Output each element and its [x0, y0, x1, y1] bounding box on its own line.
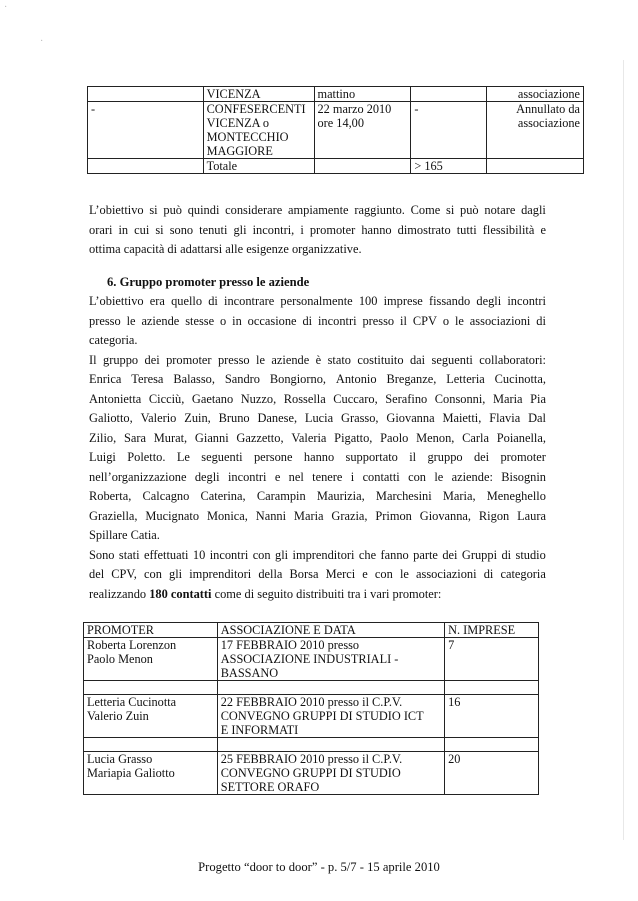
cell-line: E INFORMATI — [220, 723, 299, 737]
paragraph-objective-result — [89, 201, 546, 260]
table-header-row — [84, 623, 539, 638]
table-row — [88, 87, 584, 102]
text-line: Antonietta Cicciù, Gaetano Nuzzo, Rossella Cuccaro, Serafino Consonni, Maria Pia — [89, 391, 546, 406]
page-footer: Progetto “door to door” - p. 5/7 - 15 aprile 2010 — [198, 860, 440, 874]
text-line: del CPV, con gli imprenditori della Borsa Merci e con le associazioni di categoria — [89, 567, 546, 581]
table-cell — [411, 87, 487, 102]
cell-line: BASSANO — [220, 666, 279, 680]
text-line-contacts: realizzando 180 contatti come di seguito distribuiti tra i vari promoter: — [89, 586, 442, 601]
cell-line: MONTECCHIO — [206, 130, 289, 144]
cell-line: ASSOCIAZIONE INDUSTRIALI - — [220, 652, 399, 666]
imprese-cell: 7 — [445, 638, 539, 681]
cell-line: Letteria Cucinotta — [87, 695, 177, 709]
header-association-date: ASSOCIAZIONE E DATA — [217, 623, 444, 638]
paragraph-promoter-group — [89, 292, 546, 604]
table-cell: associazione — [487, 87, 584, 102]
cell-line: SETTORE ORAFO — [220, 780, 320, 794]
cell-line: VICENZA o — [206, 116, 270, 130]
cell-line: 17 FEBBRAIO 2010 presso — [220, 638, 360, 652]
promoter-cell — [84, 752, 218, 795]
promoter-cell — [84, 695, 218, 738]
text-line: Il gruppo dei promoter presso le aziende è stato costituito dai seguenti collaboratori: — [89, 352, 546, 367]
table-row — [84, 638, 539, 681]
text-line: categoria. — [89, 333, 138, 347]
text-line: Luigi Poletto. Le seguenti persone hanno supportato il gruppo dei promoter — [89, 450, 546, 464]
cell-line: CONFESERCENTI — [206, 102, 306, 116]
table-row — [88, 102, 584, 159]
table-cell — [314, 159, 411, 174]
section-heading: 6. Gruppo promoter presso le aziende — [107, 275, 310, 289]
table-cell — [88, 87, 204, 102]
cell-line: ore 14,00 — [317, 116, 364, 130]
text-line: presso le aziende stesse o in occasione di incontri presso il CPV o le associazioni di — [89, 313, 546, 328]
cell-line: Paolo Menon — [87, 652, 153, 666]
text-line: L’obiettivo si può quindi considerare ampiamente raggiunto. Come si può notare dagli — [89, 203, 546, 217]
text-line: ottima capacità di adattarsi alle esigenze organizzative. — [89, 242, 362, 256]
table-cell — [88, 159, 204, 174]
cell-line: Lucia Grasso — [87, 752, 153, 766]
table-spacer-row — [84, 738, 539, 752]
cell-line: 22 marzo 2010 — [317, 102, 392, 116]
header-n-imprese: N. IMPRESE — [445, 623, 539, 638]
cell-line: Annullato da — [516, 102, 580, 116]
cell-line: associazione — [517, 116, 580, 130]
text-line: Enrica Teresa Balasso, Sandro Bongiorno, Antonio Breganze, Letteria Cucinotta, — [89, 372, 546, 386]
cell-line: Roberta Lorenzon — [87, 638, 177, 652]
text-line: Zilio, Sara Murat, Gianni Gazzetto, Valeria Pigatto, Paolo Menon, Carla Poianella, — [89, 430, 546, 445]
table-cell — [487, 159, 584, 174]
total-label: Totale — [203, 159, 314, 174]
text-line: Galiotto, Valerio Zuin, Bruno Danese, Lucia Grasso, Giovanna Maietti, Flavia Dal — [89, 411, 546, 425]
text-line: L’obiettivo era quello di incontrare personalmente 100 imprese fissando degli incontri — [89, 294, 546, 308]
contacts-count: 180 contatti — [149, 586, 212, 601]
table-spacer-row — [84, 681, 539, 695]
promoter-cell — [84, 638, 218, 681]
meetings-table-continued — [87, 86, 584, 174]
cell-line: MAGGIORE — [206, 144, 273, 158]
header-promoter: PROMOTER — [84, 623, 218, 638]
cell-line: Valerio Zuin — [87, 709, 149, 723]
association-cell — [217, 695, 444, 738]
text-line: Sono stati effettuati 10 incontri con gli imprenditori che fanno parte dei Gruppi di studio — [89, 547, 546, 562]
table-cell — [314, 102, 411, 159]
table-cell: - — [88, 102, 204, 159]
promoter-table — [83, 622, 539, 795]
scan-artifact-mark: · — [40, 36, 44, 47]
table-cell: VICENZA — [203, 87, 314, 102]
text-line: Roberta, Calcagno Caterina, Carampin Maurizia, Marchesini Maria, Meneghello — [89, 489, 546, 503]
cell-line: CONVEGNO GRUPPI DI STUDIO ICT — [220, 709, 424, 723]
table-row — [84, 695, 539, 738]
table-cell — [487, 102, 584, 159]
table-total-row — [88, 159, 584, 174]
imprese-cell: 16 — [445, 695, 539, 738]
cell-line: CONVEGNO GRUPPI DI STUDIO — [220, 766, 401, 780]
scan-edge-line — [623, 60, 624, 840]
cell-line: 22 FEBBRAIO 2010 presso il C.P.V. — [220, 695, 403, 709]
scan-artifact-mark: · — [4, 2, 8, 13]
table-cell: - — [411, 102, 487, 159]
text-line: orari in cui si sono tenuti gli incontri, i promoter hanno dimostrato tutti flessibilità e — [89, 222, 546, 237]
association-cell — [217, 752, 444, 795]
text-line: nell’organizzazione degli incontri e nel tenere i contatti con le aziende: Bisognin — [89, 469, 546, 484]
total-value: > 165 — [411, 159, 487, 174]
table-cell — [203, 102, 314, 159]
text-line: Spillare Catia. — [89, 528, 160, 542]
cell-line: 25 FEBBRAIO 2010 presso il C.P.V. — [220, 752, 403, 766]
imprese-cell: 20 — [445, 752, 539, 795]
cell-line: Mariapia Galiotto — [87, 766, 175, 780]
table-cell: mattino — [314, 87, 411, 102]
table-row — [84, 752, 539, 795]
association-cell — [217, 638, 444, 681]
text-line: Graziella, Mucignato Monica, Nanni Maria Grazia, Primon Giovanna, Rigon Laura — [89, 508, 546, 523]
